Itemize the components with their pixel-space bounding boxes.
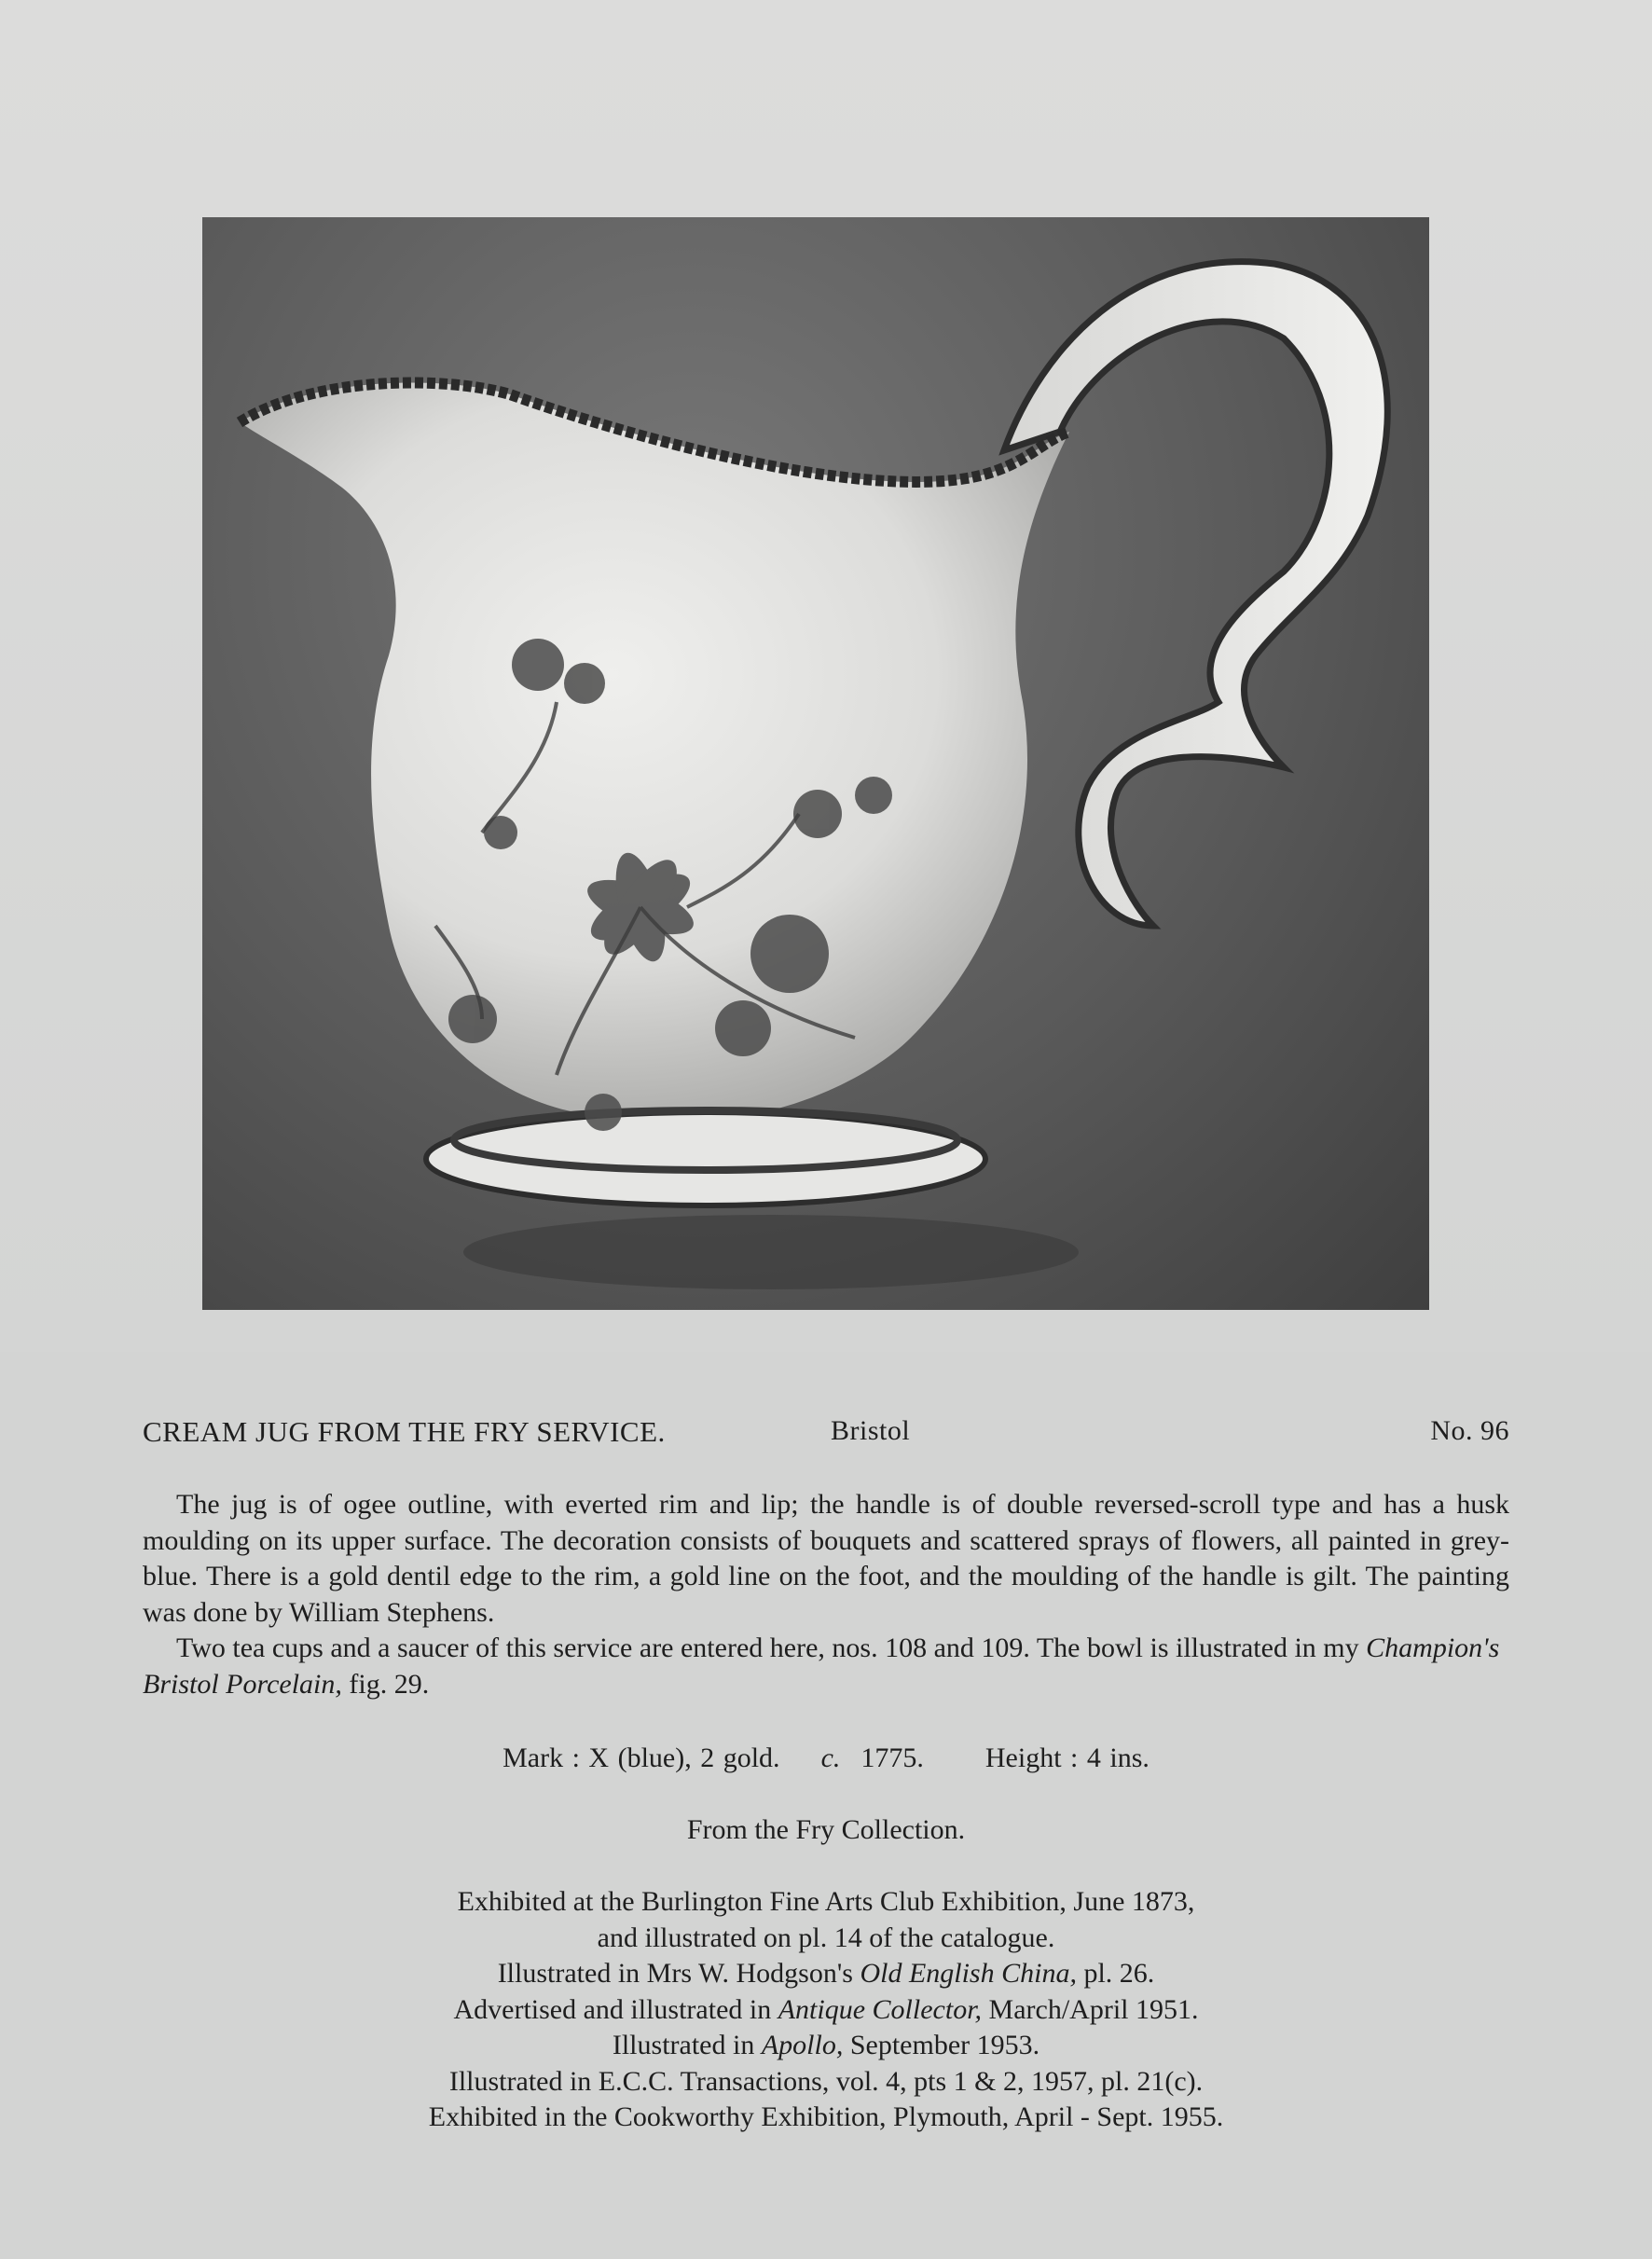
line-4-start: Advertised and illustrated in [453, 1993, 778, 2025]
exhibition-list [143, 1884, 1509, 2136]
exhibition-line-2: and illustrated on pl. 14 of the catalogue. [597, 1922, 1055, 1953]
exhibition-line-4 [143, 1992, 1509, 2029]
exhibition-line-3 [143, 1956, 1509, 1992]
caption-origin: Bristol [831, 1415, 911, 1446]
magazine-title-apollo: Apollo, [761, 2030, 844, 2060]
line-5-start: Illustrated in [612, 2030, 762, 2060]
caption-title: CREAM JUG FROM THE FRY SERVICE. [143, 1415, 666, 1448]
line-3-start: Illustrated in Mrs W. Hodgson's [497, 1958, 860, 1989]
book-title-champions: Champion's Bristol Porcelain, [143, 1632, 1500, 1700]
magazine-title-antique-collector: Antique Collector, [778, 1993, 983, 2025]
details-line [143, 1741, 1509, 1777]
date-detail [821, 1741, 944, 1777]
circa-abbreviation: c. [820, 1742, 841, 1773]
exhibition-line-1: Exhibited at the Burlington Fine Arts Club Exhibition, June 1873, [457, 1886, 1195, 1917]
height-detail: Height : 4 ins. [984, 1742, 1150, 1773]
exhibition-line-7: Exhibited in the Cookworthy Exhibition, Plymouth, April - Sept. 1955. [428, 2101, 1224, 2132]
caption-heading [143, 1415, 1509, 1456]
line-4-end: March/April 1951. [982, 1993, 1199, 2025]
provenance-line: From the Fry Collection. [686, 1814, 966, 1845]
cream-jug-photograph [202, 217, 1429, 1310]
paragraph-2-end: fig. 29. [341, 1668, 430, 1700]
description-paragraph-1: The jug is of ogee outline, with everted rim and lip; the handle is of double reversed-scroll type and has a husk moulding on its upper surface. The decoration consists of bouquets and scattered sprays of flowers, all painted in grey-blue. There is a gold dentil edge to the rim, a gold line on the foot, and the moulding of the handle is gilt. The painting was done by William Stephens. [143, 1489, 1509, 1628]
description-paragraph-2 [143, 1631, 1509, 1702]
book-title-old-english-china: Old English China, [860, 1958, 1077, 1989]
catalogue-number: No. 96 [1430, 1415, 1509, 1446]
date-value: 1775. [860, 1742, 924, 1773]
line-3-end: pl. 26. [1076, 1958, 1155, 1989]
exhibition-line-6: Illustrated in E.C.C. Transactions, vol. 4, pts 1 & 2, 1957, pl. 21(c). [448, 2065, 1204, 2097]
paragraph-2-start: Two tea cups and a saucer of this service are entered here, nos. 108 and 109. The bowl is illustrated in my [176, 1632, 1367, 1663]
description-text [143, 1487, 1509, 1702]
line-5-end: September 1953. [843, 2030, 1040, 2060]
mark-detail: Mark : X (blue), 2 gold. [502, 1742, 780, 1773]
exhibition-line-5 [143, 2028, 1509, 2064]
